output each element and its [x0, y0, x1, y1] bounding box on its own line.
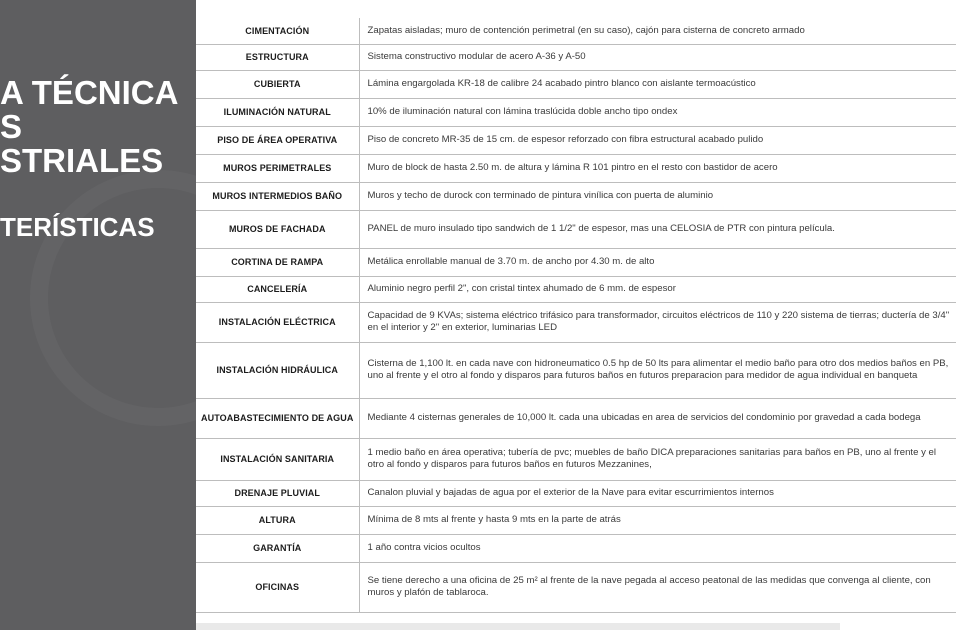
spec-label: INSTALACIÓN HIDRÁULICA	[196, 342, 359, 398]
spec-label: MUROS INTERMEDIOS BAÑO	[196, 182, 359, 210]
bottom-bar	[196, 623, 840, 630]
spec-value: Cisterna de 1,100 lt. en cada nave con hidroneumatico 0.5 hp de 50 lts para alimentar el medio baño para otro dos medios baños en PB, uno al frente y el otro al fondo y disparos para futuros baños en futuros preparacion para medidor de agua individual en banqueta	[367, 358, 949, 381]
table-row	[196, 210, 956, 248]
spec-value: Metálica enrollable manual de 3.70 m. de ancho por 4.30 m. de alto	[367, 256, 655, 267]
spec-label: INSTALACIÓN SANITARIA	[196, 438, 359, 480]
table-row	[196, 398, 956, 438]
spec-value: Mínima de 8 mts al frente y hasta 9 mts en la parte de atrás	[367, 514, 621, 525]
spec-label: CIMENTACIÓN	[196, 18, 359, 44]
spec-value: Muros y techo de durock con terminado de pintura vinílica con puerta de aluminio	[367, 190, 714, 201]
spec-label: ALTURA	[196, 506, 359, 534]
spec-label: INSTALACIÓN ELÉCTRICA	[196, 302, 359, 342]
spec-label: AUTOABASTECIMIENTO DE AGUA	[196, 398, 359, 438]
spec-label: ILUMINACIÓN NATURAL	[196, 98, 359, 126]
title-line: A TÉCNICA	[0, 74, 179, 111]
spec-value: 1 año contra vicios ocultos	[367, 542, 481, 553]
spec-value: Mediante 4 cisternas generales de 10,000 lt. cada una ubicadas en area de servicios del condominio por gravedad a cada bodega	[367, 412, 921, 423]
table-row	[196, 276, 956, 302]
spec-value: 1 medio baño en área operativa; tubería de pvc; muebles de baño DICA preparaciones sanitarias para baños en PB, uno al frente y el otro al fondo y disparos para futuros baños en futuros Mezzanines,	[367, 447, 937, 470]
table-row	[196, 248, 956, 276]
spec-label: GARANTÍA	[196, 534, 359, 562]
spec-label: OFICINAS	[196, 562, 359, 612]
spec-label: CORTINA DE RAMPA	[196, 248, 359, 276]
spec-value: Piso de concreto MR-35 de 15 cm. de espesor reforzado con fibra estructural acabado pulido	[367, 134, 764, 145]
specs-table-container	[196, 18, 950, 624]
spec-value: Aluminio negro perfil 2", con cristal tintex ahumado de 6 mm. de espesor	[367, 283, 676, 294]
table-row	[196, 44, 956, 70]
specs-table	[196, 18, 956, 613]
spec-value: 10% de iluminación natural con lámina traslúcida doble ancho tipo ondex	[367, 106, 678, 117]
spec-label: CUBIERTA	[196, 70, 359, 98]
table-row	[196, 562, 956, 612]
spec-label: CANCELERÍA	[196, 276, 359, 302]
table-row	[196, 506, 956, 534]
table-row	[196, 98, 956, 126]
left-panel	[0, 0, 196, 630]
spec-value: Lámina engargolada KR-18 de calibre 24 acabado pintro blanco con aislante termoacústico	[367, 78, 756, 89]
section-subtitle: TERÍSTICAS	[0, 212, 155, 242]
spec-label: DRENAJE PLUVIAL	[196, 480, 359, 506]
table-row	[196, 18, 956, 44]
page-title	[0, 76, 178, 178]
spec-value: Se tiene derecho a una oficina de 25 m² al frente de la nave pegada al acceso peatonal de las medidas que convenga al cliente, con muros y plafón de tablaroca.	[367, 575, 931, 598]
spec-value: Sistema constructivo modular de acero A-36 y A-50	[367, 51, 586, 62]
table-row	[196, 182, 956, 210]
table-row	[196, 70, 956, 98]
spec-label: MUROS DE FACHADA	[196, 210, 359, 248]
title-line: S	[0, 108, 23, 145]
table-row	[196, 302, 956, 342]
spec-label: PISO DE ÁREA OPERATIVA	[196, 126, 359, 154]
spec-value: Canalon pluvial y bajadas de agua por el exterior de la Nave para evitar escurrimientos internos	[367, 487, 774, 498]
table-row	[196, 126, 956, 154]
table-row	[196, 480, 956, 506]
table-row	[196, 342, 956, 398]
specs-table-body	[196, 18, 956, 612]
spec-value: PANEL de muro insulado tipo sandwich de 1 1/2" de espesor, mas una CELOSIA de PTR con pintura película.	[367, 223, 835, 234]
table-row	[196, 438, 956, 480]
title-line: STRIALES	[0, 142, 164, 179]
table-row	[196, 534, 956, 562]
spec-value: Zapatas aisladas; muro de contención perimetral (en su caso), cajón para cisterna de concreto armado	[367, 24, 805, 36]
table-row	[196, 154, 956, 182]
spec-value: Muro de block de hasta 2.50 m. de altura y lámina R 101 pintro en el resto con bastidor de acero	[367, 162, 778, 173]
spec-value: Capacidad de 9 KVAs; sistema eléctrico trifásico para transformador, circuitos eléctricos de 110 y 220 sistema de tierras; ductería de 3/4" en el interior y 2" en exterior, luminarias LED	[367, 310, 950, 333]
spec-label: ESTRUCTURA	[196, 44, 359, 70]
spec-label: MUROS PERIMETRALES	[196, 154, 359, 182]
